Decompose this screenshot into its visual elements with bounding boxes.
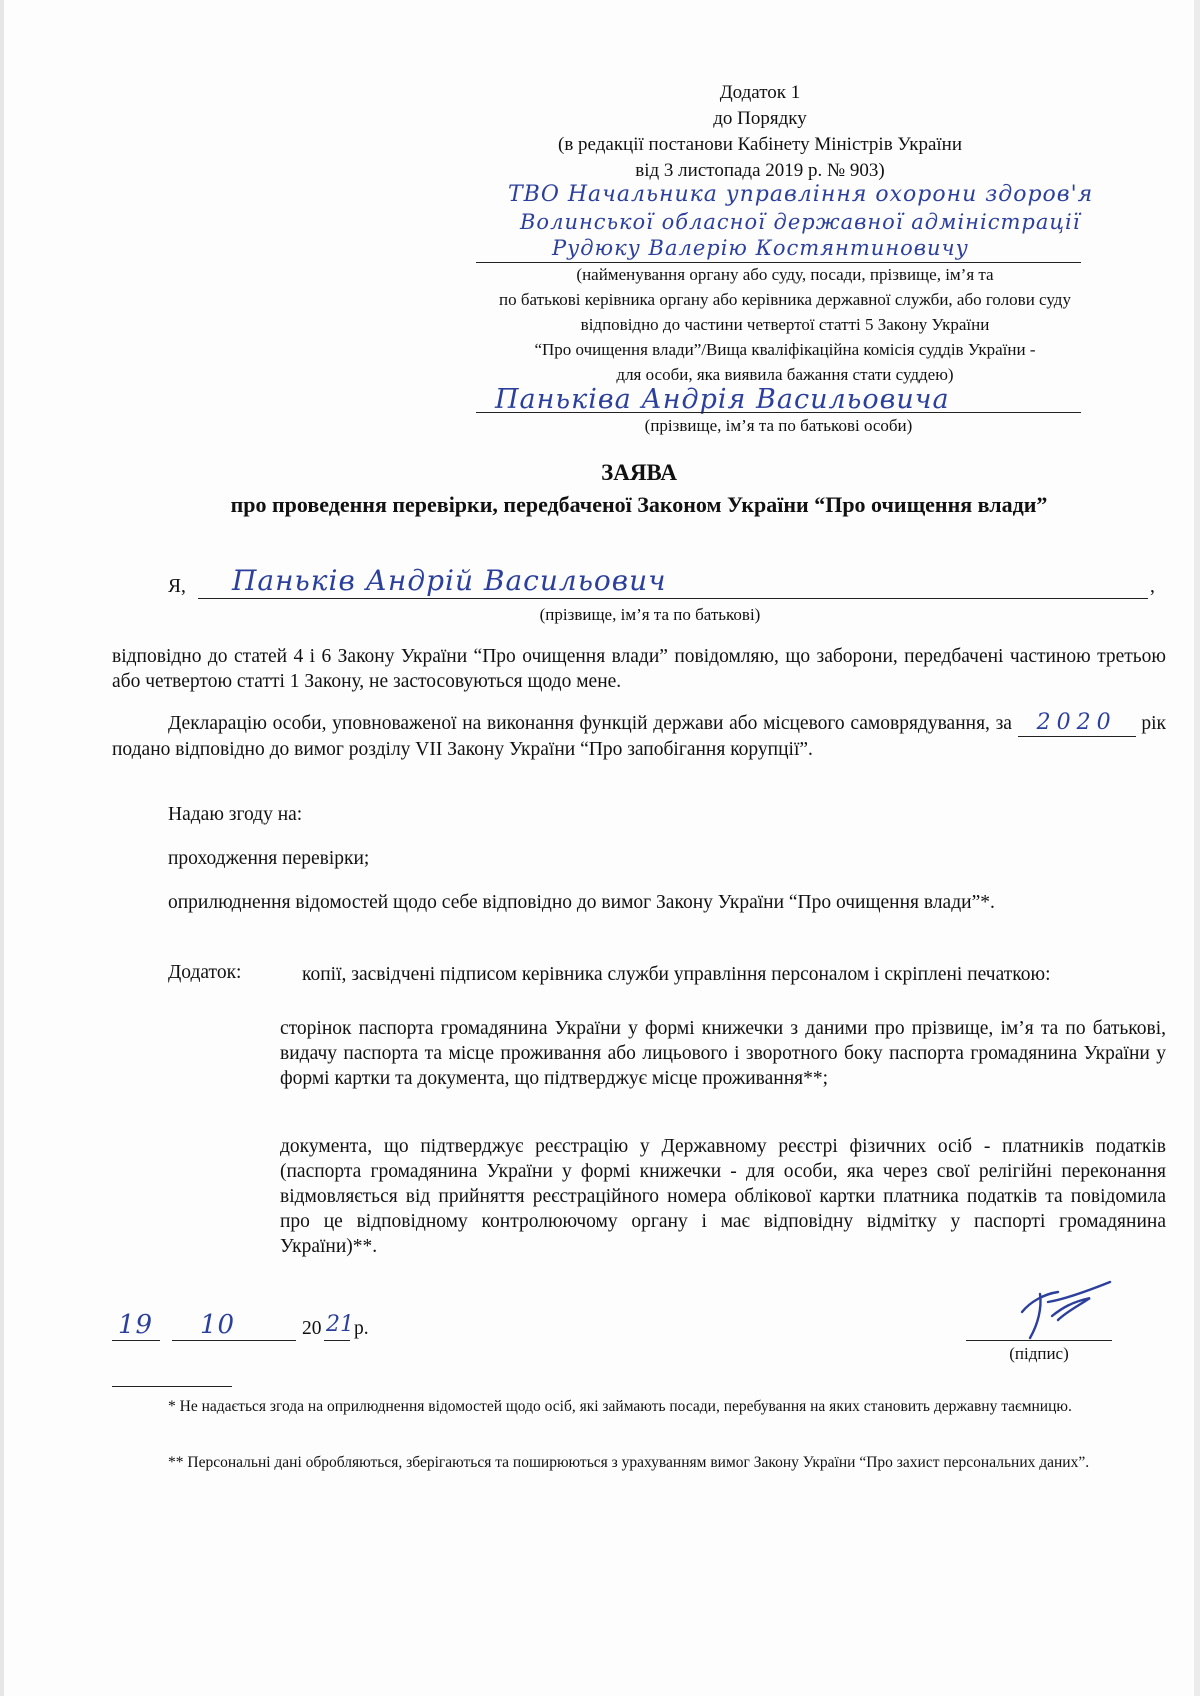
recipient-caption-2: по батькові керівника органу або керівника державної служби, або голови суду: [499, 290, 1071, 309]
para2-text-b: рік подано відповідно до вимог розділу VII Закону України “Про запобігання корупції”.: [112, 713, 1166, 760]
date-year-prefix: 20: [302, 1318, 322, 1339]
date-month-underline: [172, 1340, 296, 1341]
applicant-handwritten-name: Паньківа Андрія Васильовича: [495, 384, 950, 415]
applicant-caption: (прізвище, ім’я та по батькові особи): [644, 416, 913, 435]
declaration-year: 2020: [1036, 710, 1117, 735]
recipient-caption-3: відповідно до частини четвертої статті 5 Закону України: [580, 315, 990, 334]
header-line-3: (в редакції постанови Кабінету Міністрів України: [558, 134, 962, 155]
handwritten-signature: [1000, 1272, 1120, 1344]
recipient-caption: [425, 262, 1145, 387]
statement-handwritten-name: Паньків Андрій Васильович: [232, 564, 667, 597]
scan-edge-left: [0, 0, 4, 1696]
statement-prefix: Я,: [168, 576, 186, 597]
appendix-intro: копії, засвідчені підписом керівника служби управління персоналом і скріплені печаткою:: [302, 964, 1051, 985]
statement-caption: (прізвище, ім’я та по батькові): [539, 605, 761, 624]
header-line-1: Додаток 1: [719, 82, 801, 103]
consent-item-2: оприлюднення відомостей щодо себе відповідно до вимог Закону України “Про очищення влади”*.: [168, 892, 995, 913]
date-year-underline: [324, 1340, 350, 1341]
consent-item-1: проходження перевірки;: [168, 848, 370, 869]
para2-text-a: Декларацію особи, уповноваженої на виконання функцій держави або місцевого самоврядування, за: [168, 713, 1012, 734]
date-day-underline: [112, 1340, 160, 1341]
date-month: 10: [200, 1310, 236, 1340]
consent-intro: Надаю згоду на:: [168, 804, 303, 825]
document-title: ЗАЯВА: [601, 460, 677, 485]
declaration-year-field: [1018, 710, 1136, 737]
footnote-2: ** Персональні дані обробляються, зберігаються та поширюються з урахуванням вимог Закону України “Про захист персональних даних”.: [168, 1454, 1090, 1471]
body-paragraph-1: відповідно до статей 4 і 6 Закону України “Про очищення влади” повідомляю, що заборони, передбачені частиною третьою або четвертою статті 1 Закону, не застосовуються щодо мене.: [112, 646, 1166, 692]
date-year-unit: р.: [354, 1318, 369, 1339]
recipient-handwritten-1: ТВО Начальника управління охорони здоров'я: [508, 182, 1094, 207]
appendix-label: Додаток:: [168, 962, 242, 983]
scan-edge-right: [1194, 0, 1200, 1696]
signature-caption: (підпис): [1009, 1344, 1069, 1363]
statement-suffix: ,: [1150, 576, 1155, 597]
header-line-4: від 3 листопада 2019 р. № 903): [635, 160, 885, 181]
footnote-1: * Не надається згода на оприлюднення відомостей щодо осіб, які займають посади, перебування на яких становить державну таємницю.: [168, 1398, 1072, 1415]
appendix-header: [480, 80, 1040, 184]
date-day: 19: [118, 1310, 154, 1340]
recipient-caption-4: “Про очищення влади”/Вища кваліфікаційна комісія суддів України -: [534, 340, 1036, 359]
recipient-caption-5: для особи, яка виявила бажання стати суддею): [616, 365, 954, 384]
appendix-item-1: сторінок паспорта громадянина України у формі книжечки з даними про прізвище, ім’я та по батькові, видачу паспорта та місце проживання або лицьового і зворотного боку паспорта громадянина України у формі картки та документа, що підтверджує місце проживання**;: [280, 1018, 1166, 1089]
statement-underline: [198, 598, 1148, 599]
recipient-handwritten-3: Рудюку Валерію Костянтиновичу: [552, 236, 969, 260]
document-subtitle: про проведення перевірки, передбаченої Законом України “Про очищення влади”: [230, 492, 1048, 517]
body-paragraph-2: [112, 710, 1166, 762]
appendix-item-2: документа, що підтверджує реєстрацію у Державному реєстрі фізичних осіб - платників податків (паспорта громадянина України у формі книжечки - для особи, яка через свої релігійні переконання відмовляється від прийняття реєстраційного номера облікової картки платника податків та повідомила про це відповідному контролюючому органу і має відповідну відмітку у паспорті громадянина України)**.: [280, 1136, 1166, 1257]
header-line-2: до Порядку: [713, 108, 807, 129]
date-year-suffix: 21: [326, 1312, 354, 1337]
footnote-separator: [112, 1386, 232, 1387]
recipient-handwritten-2: Волинської обласної державної адміністрації: [520, 210, 1081, 234]
recipient-caption-1: (найменування органу або суду, посади, прізвище, ім’я та: [576, 265, 994, 284]
